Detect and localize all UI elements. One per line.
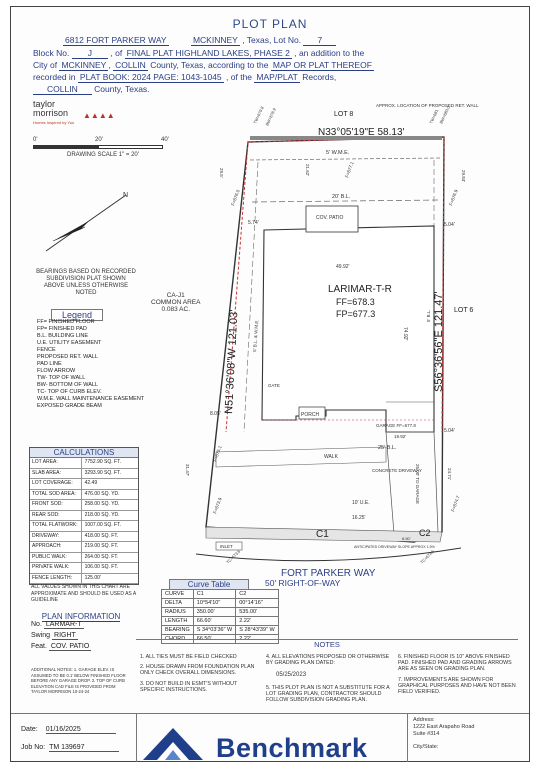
county-suffix: County, Texas. [94, 84, 150, 94]
driveway-label: CONCRETE DRIVEWAY [372, 468, 423, 473]
calc-value: 1007.00 SQ. FT. [84, 522, 122, 528]
tw-label-1: TW=679.8 [252, 105, 265, 125]
curve-cell: 350.00' [193, 608, 235, 617]
calc-label: PRIVATE WALK: [30, 563, 82, 573]
calc-row [30, 553, 138, 564]
grading-plan-date: 05/25/2023 [276, 672, 307, 679]
f-left: F=676.0 [230, 188, 241, 207]
recorded-prefix: recorded in [33, 72, 76, 82]
left-side-dim: 8.05' [210, 411, 221, 417]
curve-row [162, 626, 279, 635]
legend-item: U.E. UTILITY EASEMENT [37, 340, 102, 346]
map-reference: MAP OR PLAT THEREOF [272, 60, 372, 70]
recorded-mid: , of the [226, 72, 253, 82]
curve-cell: RADIUS [162, 608, 194, 617]
calc-row [30, 521, 138, 532]
scale-tick-40: 40' [161, 137, 169, 143]
plat-book: PLAT BOOK: 2024 PAGE: 1043-1045 [79, 72, 222, 82]
curve-cell: S 34°03'36" W [193, 626, 235, 635]
calc-value: 264.00 SQ. FT. [84, 553, 119, 560]
county-line [33, 84, 150, 94]
city-field: MCKINNEY [192, 35, 238, 45]
calc-label: DRIVEWAY: [30, 532, 82, 542]
ue-label: 10' U.E. [352, 500, 370, 506]
rear-right-dim: 29.84' [461, 170, 466, 183]
curve-cell: 00°14'16" [236, 599, 278, 608]
lot-8-label: LOT 8 [334, 111, 354, 118]
calc-value: 258.00 SQ. YD. [84, 501, 120, 507]
wme-label: 5' W.M.E. [326, 150, 350, 156]
calc-value: 7752.90 SQ. FT. [84, 459, 122, 465]
porch-label: PORCH [301, 412, 320, 418]
footer-address [413, 717, 474, 751]
left-front-dim: 5.74' [248, 220, 259, 226]
calc-row [30, 490, 138, 501]
city-name: MCKINNEY [61, 60, 107, 70]
right-of-way-label: 50' RIGHT-OF-WAY [265, 578, 341, 588]
county-name-2: COLLIN [33, 84, 92, 95]
legend-item: FLOW ARROW [37, 368, 76, 374]
f-center: F=677.1 [344, 160, 355, 179]
calc-value: 42.49 [84, 480, 98, 486]
city-prefix: City of [33, 60, 58, 70]
legend-item: FF= FINISHED FLOOR [37, 319, 95, 325]
calc-label: LOT AREA: [30, 458, 82, 468]
depth-dim: 74.92' [402, 327, 408, 341]
curve-cell: BEARING [162, 626, 194, 635]
f-front-right-1: F=674.7 [450, 494, 461, 513]
curve-header: C2 [236, 590, 278, 599]
block-label: Block No. [33, 48, 70, 58]
address-line [63, 35, 336, 45]
curve-c2-label: C2 [419, 528, 431, 538]
block-number: J [72, 48, 108, 59]
calc-label: FRONT SOD: [30, 500, 82, 510]
f-front-left-1: F=675.1 [212, 444, 223, 463]
curve-cell: 66.50' [193, 635, 235, 644]
curve-row [162, 608, 279, 617]
scale-tick-0: 0' [33, 137, 38, 143]
page-title: PLOT PLAN [232, 17, 308, 31]
right-side-dim: 5.04' [444, 428, 455, 434]
calc-value: 476.00 SQ. YD. [84, 490, 120, 497]
plat-drawing [176, 102, 479, 579]
curve-cell: CHORD [162, 635, 194, 644]
lot-number: 7 [303, 35, 336, 46]
block-line [33, 48, 364, 58]
curve-cell: 2.22' [236, 635, 278, 644]
ret-wall-note: APPROX. LOCATION OF PROPOSED RET. WALL [376, 103, 479, 108]
curve-cell: 10°54'10" [193, 599, 235, 608]
plot-plan-sheet [10, 6, 530, 762]
calc-row [30, 563, 138, 574]
address-label: Address: [413, 717, 435, 723]
calc-row [30, 532, 138, 543]
walk [216, 447, 386, 467]
calc-label: SLAB AREA: [30, 469, 82, 479]
calc-value: 106.00 SQ. FT. [84, 564, 119, 570]
calc-value: 418.00 SQ. FT. [84, 532, 119, 539]
ff-label: FF=678.3 [336, 297, 375, 307]
legend-item: PAD LINE [37, 361, 62, 367]
logo-people-icon: ▲▲▲▲ [83, 111, 115, 120]
calc-row [30, 469, 138, 480]
calc-label: APPROACH: [30, 542, 82, 552]
north-arrow-icon [41, 189, 131, 259]
addition-label: , an addition to the [294, 48, 365, 58]
logo-line1: taylor [33, 99, 56, 109]
street-address: 6812 FORT PARKER WAY [65, 35, 167, 45]
records-type: MAP/PLAT [256, 72, 298, 82]
legend-list [37, 319, 192, 410]
tc-right: TC=674.5 [419, 548, 436, 565]
tw-label-2: TW=681 [428, 108, 440, 125]
note-4: 4. ALL ELEVATIONS PROPOSED OR OTHERWISE BY GRADING PLAN DATED: [266, 654, 390, 667]
calc-label: FENCE LENGTH: [30, 574, 82, 584]
footer-date [21, 726, 116, 734]
anticipated-slope: ANTICIPATED DRIVEWAY SLOPE APPROX 1.5% [354, 545, 435, 549]
bw-label-2: BW=680.0 [438, 105, 451, 125]
recorded-line [33, 72, 336, 82]
lot-6-label: LOT 6 [454, 307, 474, 314]
additional-notes: ADDITIONAL NOTES: 1. GARAGE ELEV. IS ASSUMED TO BE 0.1' BELOW FINISHED FLOOR BEFORE ANY GARAGE DROP. 2. TOP OF CURB ELEVATION CAD FILE IS PROVIDED FROM TAYLOR MORRISON 10-24-24 [31, 667, 126, 694]
calculations-rows [30, 458, 138, 584]
garage-label: GARAGE FF=677.8 [376, 423, 416, 428]
feat-label: Feat. [31, 643, 47, 650]
common-area-acres: 0.083 AC. [161, 306, 191, 313]
calc-label: TOTAL SOD AREA: [30, 490, 82, 500]
calc-label: PUBLIC WALK: [30, 553, 82, 563]
date-value: 01/16/2025 [46, 726, 116, 734]
plat-name: FINAL PLAT HIGHLAND LAKES, PHASE 2 [126, 48, 290, 58]
calc-row [30, 500, 138, 511]
calc-row [30, 542, 138, 553]
calc-row [30, 511, 138, 522]
note-3: 3. DO NOT BUILD IN ESMT'S WITHOUT SPECIFIC INSTRUCTIONS. [140, 680, 238, 693]
legend-item: FENCE [37, 347, 56, 353]
approach-dim: 8.50' [402, 536, 411, 541]
calc-row [30, 479, 138, 490]
curve-c1-label: C1 [316, 529, 329, 540]
fp-label: FP=677.3 [336, 309, 376, 319]
lot-label: , Texas, Lot No. [242, 35, 302, 45]
calc-value: 218.00 SQ. YD. [84, 511, 120, 518]
walk-label: WALK [324, 454, 338, 460]
garage-width-dim: 19.92' [394, 434, 407, 439]
legend-title: Legend [51, 309, 103, 321]
plan-info-title: PLAN INFORMATION [41, 612, 121, 621]
records-suffix: Records, [302, 72, 337, 82]
curve-header: C1 [193, 590, 235, 599]
legend-item: TW- TOP OF WALL [37, 375, 86, 381]
notes-title: NOTES [314, 640, 340, 649]
street-name: FORT PARKER WAY [281, 568, 376, 579]
of-label: , of [110, 48, 123, 58]
bearing-top: N33°05'19"E 58.13' [318, 127, 405, 138]
calc-label: REAR SOD: [30, 511, 82, 521]
plan-no-label: No. [31, 621, 42, 628]
rear-left-dim: 29.5' [219, 168, 224, 178]
swing-value: RIGHT [54, 632, 76, 639]
calc-value: 125.00' [84, 574, 101, 581]
according-label: County, Texas, according to the [150, 60, 269, 70]
curve-row [162, 599, 279, 608]
rear-bl-label: 20' B.L. [332, 194, 351, 200]
footer-job [21, 744, 119, 752]
common-area-name: CA-J1 [166, 292, 185, 299]
legend-item: PROPOSED RET. WALL [37, 354, 98, 360]
gate-label: GATE [268, 383, 280, 388]
benchmark-logo-icon [143, 726, 203, 760]
city-line [33, 60, 374, 70]
note-2: 2. HOUSE DRAWN FROM FOUNDATION PLAN ONLY CHECK OVERALL DIMENSIONS. [140, 664, 255, 677]
logo-line2: morrison [33, 108, 69, 118]
curve-cell: LENGTH [162, 617, 194, 626]
calc-label: TOTAL FLATWORK: [30, 521, 82, 531]
legend-item: BW- BOTTOM OF WALL [37, 382, 99, 388]
scale-label: DRAWING SCALE 1" = 20' [67, 152, 139, 158]
note-7: 7. IMPROVEMENTS ARE SHOWN FOR GRAPHICAL PURPOSES AND HAVE NOT BEEN FIELD VERIFIED. [398, 676, 516, 696]
front-left-dim: 31.47' [185, 464, 190, 477]
front-right-dim: 24.71' [447, 468, 452, 481]
address-line-1: 1222 East Arapaho Road [413, 724, 475, 730]
calc-label: LOT COVERAGE: [30, 479, 82, 489]
legend-item: FP= FINISHED PAD [37, 326, 87, 332]
bearing-left: N51°36'08"W 121.03' [223, 309, 241, 415]
bw-label-1: BW=678.9 [264, 107, 277, 127]
tc-left: TC=673.6 [225, 548, 242, 565]
feat-value: COV. PATIO [50, 643, 90, 650]
curve-cell: 66.60' [193, 617, 235, 626]
note-1: 1. ALL TIES MUST BE FIELD CHECKED [140, 654, 237, 660]
notes-col-1 [140, 654, 255, 693]
company-name: Benchmark [216, 733, 368, 763]
width-dim: 49.92' [336, 264, 350, 270]
city-sep: , [108, 60, 111, 70]
scale-bar [33, 137, 173, 161]
bearing-right: S56°36'56"E 121.47' [433, 291, 445, 392]
logo-tagline: Homes Inspired by You [33, 120, 75, 125]
city-state-label: City/State: [413, 744, 439, 750]
plan-info-fields [31, 619, 91, 652]
right-front-dim: 5.04' [444, 222, 455, 228]
svg-text:N: N [123, 192, 129, 199]
inlet-label: INLET [220, 544, 233, 549]
curve-cell: 535.00' [236, 608, 278, 617]
note-5: 5. THIS PLOT PLAN IS NOT A SUBSTITUTE FOR A LOT GRADING PLAN, CONTRACTOR SHOULD FOLLOW SUBDIVISION GRADING PLAN. [266, 684, 390, 704]
curve-table-grid [161, 589, 279, 644]
plan-no-value: LARMAR-T [45, 621, 82, 628]
calc-row [30, 574, 138, 585]
curve-table [161, 579, 279, 644]
calc-value: 219.00 SQ. FT. [84, 543, 119, 549]
calc-value: 3293.90 SQ. FT. [84, 469, 122, 476]
side-bl-left: 5' B.L. & W.M.E. [252, 319, 260, 353]
address-line-2: Suite #314 [413, 731, 440, 737]
job-label: Job No: [21, 744, 46, 751]
date-label: Date: [21, 726, 38, 733]
legend-item: EXPOSED GRADE BEAM [37, 403, 102, 409]
calculations-note: ALL VALUES SHOWN IN THIS CHART ARE APPROXIMATE AND SHOULD BE USED AS A GUIDELINE [31, 584, 136, 603]
curve-row [162, 617, 279, 626]
notes-col-2 [266, 654, 391, 703]
calc-row [30, 458, 138, 469]
curve-table-title: Curve Table [169, 579, 249, 589]
curve-cell: 2.22' [236, 617, 278, 626]
legend-item: TC- TOP OF CURB ELEV. [37, 389, 102, 395]
note-6: 6. FINISHED FLOOR IS 10" ABOVE FINISHED PAD. FINISHED PAD AND GRADING ARROWS ARE AS SEEN ON GRADING PLAN. [398, 654, 512, 673]
swing-label: Swing [31, 632, 51, 639]
legend-item: B.L. BUILDING LINE [37, 333, 89, 339]
notes-section [136, 639, 518, 704]
scale-tick-20: 20' [95, 137, 103, 143]
job-value: TM 139697 [49, 744, 119, 752]
common-area-line2: COMMON AREA [151, 299, 201, 306]
curve-cell: DELTA [162, 599, 194, 608]
legend-item: W.M.E. WALL MAINTENANCE EASEMENT [37, 396, 145, 402]
taylor-morrison-logo [33, 100, 74, 127]
curve-cell: S 28°43'39" W [236, 626, 278, 635]
drive-dim: 25.00' TO GARAGE [415, 464, 420, 504]
side-bl-right: 5' B.L. [426, 309, 431, 322]
front-bl-label: 25' B.L. [378, 445, 397, 451]
front-bottom-dim: 16.25' [352, 515, 366, 521]
calculations-table [29, 447, 139, 585]
curve-header: CURVE [162, 590, 194, 599]
house-name: LARIMAR-T-R [328, 284, 392, 295]
rear-mid-dim: 21.62' [305, 164, 310, 177]
calculations-title: CALCULATIONS [30, 448, 138, 458]
f-right: F=676.9 [448, 188, 459, 207]
bearings-note: BEARINGS BASED ON RECORDED SUBDIVISION PLAT SHOWN ABOVE UNLESS OTHERWISE NOTED [36, 269, 136, 296]
notes-col-3 [398, 654, 516, 695]
f-front-left-2: F=673.9 [212, 496, 223, 515]
patio-label: COV. PATIO [316, 215, 344, 221]
county-name: COLLIN [115, 60, 146, 70]
